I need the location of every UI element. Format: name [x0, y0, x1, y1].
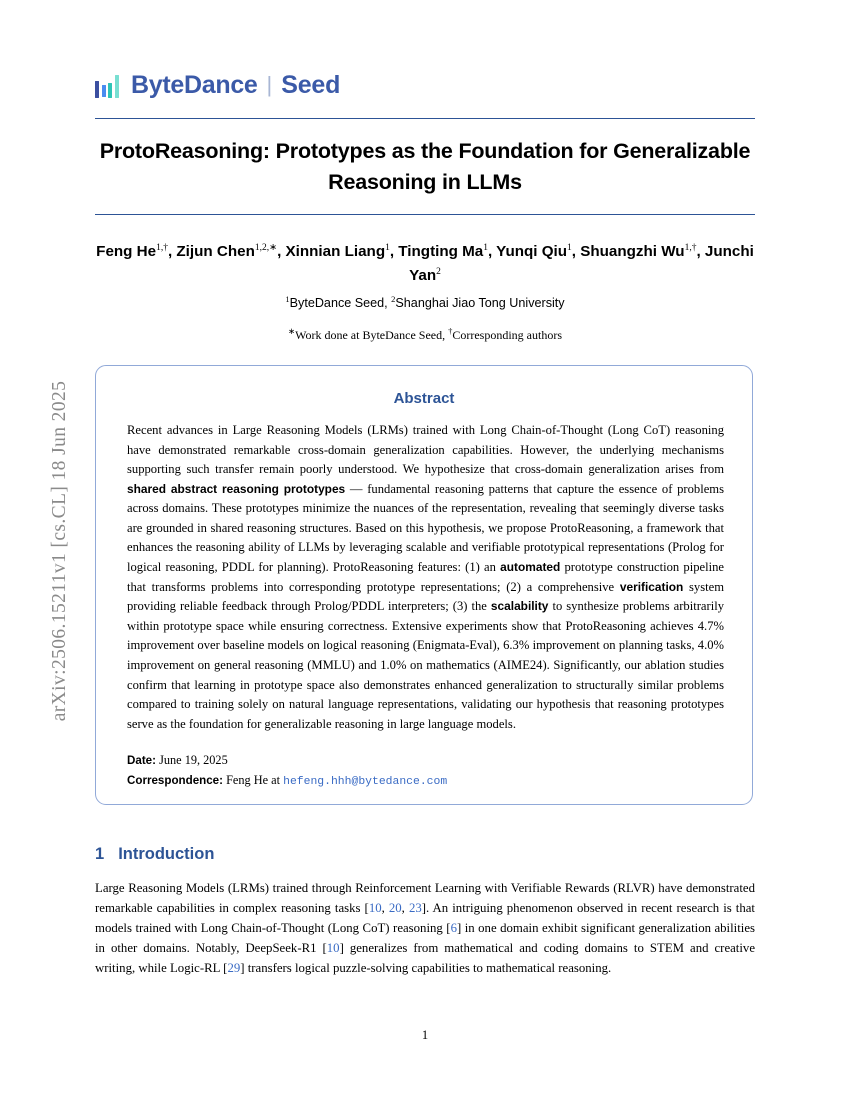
logo-bar-1: [95, 81, 99, 98]
bytedance-logo-icon: [95, 72, 123, 98]
correspondence-name: Feng He at: [226, 772, 281, 787]
logo-bar-4: [115, 75, 119, 98]
logo-bar-2: [102, 85, 106, 97]
section-heading-introduction: [95, 845, 214, 864]
section-title: Introduction: [118, 845, 215, 863]
date-value: June 19, 2025: [159, 753, 228, 767]
header-rule-top: [95, 118, 755, 119]
date-label: Date:: [127, 754, 156, 767]
abstract-box: [95, 365, 753, 805]
section-number: 1: [95, 845, 105, 863]
abstract-heading: Abstract: [393, 390, 455, 407]
paper-page: [95, 0, 755, 1100]
page-number: 1: [421, 1028, 429, 1042]
abstract-meta: [127, 751, 724, 791]
correspondence-email-link[interactable]: hefeng.hhh@bytedance.com: [283, 775, 448, 788]
author-footnote: ∗Work done at ByteDance Seed, †Corresponding authors: [287, 326, 562, 342]
affiliation-list: $^1$ByteDance Seed, $^2$Shanghai Jiao Tong University: [285, 294, 565, 311]
logo-brand-text: ByteDance: [131, 70, 258, 99]
date-line: [127, 751, 724, 771]
correspondence-label: Correspondence:: [127, 773, 223, 787]
header-rule-bottom: [95, 214, 755, 215]
logo-bar-3: [108, 83, 112, 98]
author-list: Feng $He^{1,\dagger}$, Zijun Chen$^{1,2,∗}$, Xinnian Liang$^1$, Tingting Ma$^1$, Yunqi Qiu$^1$, Shuangzhi $Wu^{1,\dagger}$, Junchi Yan$^2$: [96, 242, 754, 285]
arxiv-stamp: [0, 0, 90, 1100]
abstract-body: Recent advances in Large Reasoning Models (LRMs) trained with Long Chain-of-Thought (Long CoT) reasoning have demonstrated remarkable cross-domain generalization capabilities. However, the underlying mechanisms supporting such transfer remain poorly understood. We hypothesize that cross-domain generalization arises from shared abstract reasoning prototypes — fundamental reasoning patterns that capture the essence of problems across domains. These prototypes minimize the nuances of the representation, revealing that seemingly diverse tasks are grounded in shared reasoning structures. Based on this hypothesis, we propose ProtoReasoning, a framework that enhances the reasoning ability of LLMs by leveraging scalable and verifiable prototypical representations (Prolog for logical reasoning, PDDL for planning). ProtoReasoning features: (1) an automated prototype construction pipeline that transforms problems into corresponding prototype representations; (2) a comprehensive verification system providing reliable feedback through Prolog/PDDL interpreters; (3) the scalability to synthesize problems arbitrarily within prototype space while ensuring correctness. Extensive experiments show that ProtoReasoning achieves 4.7% improvement over baseline models on logical reasoning (Enigmata-Eval), 6.3% improvement on planning tasks, 4.0% improvement on general reasoning (MMLU) and 1.0% on mathematics (AIME24). Significantly, our ablation studies confirm that learning in prototype space also demonstrates enhanced generalization to structurally similar problems compared to training solely on natural language representations, validating our hypothesis that reasoning prototypes serve as the foundation for generalizable reasoning in large language models.: [127, 423, 724, 731]
arxiv-stamp-text: arXiv:2506.15211v1 [cs.CL] 18 Jun 2025: [49, 380, 70, 722]
bytedance-seed-logo: [95, 66, 340, 104]
section-body-introduction: Large Reasoning Models (LRMs) trained through Reinforcement Learning with Verifiable Rewards (RLVR) have demonstrated remarkable capabilities in complex reasoning tasks [10, 20, 23]. An intriguing phenomenon observed in recent research is that models trained with Long Chain-of-Thought (Long CoT) reasoning [6] in one domain exhibit significant generalization abilities in other domains. Notably, DeepSeek-R1 [10] generalizes from mathematical and coding domains to STEM and creative writing, while Logic-RL [29] transfers logical puzzle-solving capabilities to mathematical reasoning.: [95, 881, 755, 975]
logo-team-text: Seed: [281, 70, 341, 99]
logo-separator: |: [266, 72, 273, 97]
page-title: ProtoReasoning: Prototypes as the Foundation for Generalizable Reasoning in LLMs: [99, 139, 751, 194]
correspondence-line: [127, 771, 724, 791]
